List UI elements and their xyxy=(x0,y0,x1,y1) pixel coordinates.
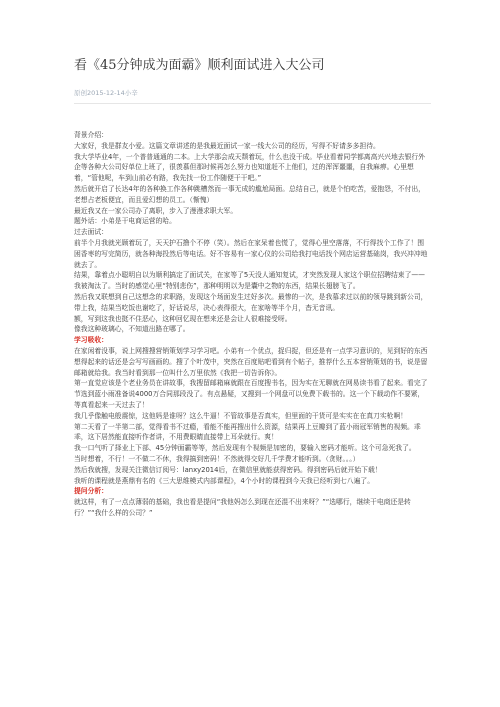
section-heading: 提问分析： xyxy=(74,487,108,496)
paragraph: 然后我就搜，发现关注微信订阅号：lanxy2014后，在微信里就能获得密码。得到密码后就开始下载！ xyxy=(74,465,382,474)
paragraph: 我大学毕业4年，一个普普通通的二本。上大学那会成天颓着玩，什么也没干成。毕业看着同学都离高兴兴地去银行外企等各种大公司好单位上班了，很羡慕但那时候再怎么努力也知道赶不上他们，过的浑浑噩噩，自我麻痹。心里想着，“管他呢，车到山前必有路，我先找一份工作随便干干吧。” xyxy=(74,152,425,183)
paragraph: 第二天看了一半第二部，觉得看书不过瘾，看能不能再搜出什么资源，结果再上豆瓣到了蓝小雨冠军销售的视频。乖乖，这下居然能直接听作者讲，不用费眼睛直接带上耳朵就行。爽！ xyxy=(74,422,421,442)
article-body xyxy=(74,130,430,519)
article-title: 看《45分钟成为面霸》顺利面试进入大公司 xyxy=(74,58,325,73)
section-heading: 学习吸收： xyxy=(74,336,108,345)
paragraph: 前半个月我就光顾着玩了，天天护石撸个不停（笑）。然后在家呆着也慌了，觉得心里空落落，不行得找个工作了！围困香枣的写完简历，就各种海投然后等电话。好不容易有一家心仪的公司给我打电话找个网店运营基础岗，我兴冲冲地就去了。 xyxy=(74,238,428,269)
paragraph: 过去面试： xyxy=(74,228,108,237)
paragraph: 然后就开启了长达4年的各种换工作各种跳槽然而一事无成的尴尬局面。总结自己，就是个怕吃苦，爱抱怨，不付出，老想占老板便宜，而且爱幻想的员工。（惭愧） xyxy=(74,184,425,204)
paragraph: 额，写到这我也挺不住恶心，这种回忆现在想来还是会让人很难接受呀。 xyxy=(74,314,292,323)
paragraph: 结果，靠着点小聪明自以为顺利搞定了面试关，在家等了5天没人通知复试，才突然发现人家这个职位招聘结束了——我被淘汰了。当时的感觉心里“特别悲伤”，那种明明以为是囊中之物的东西，结果长翅膀飞了。 xyxy=(74,271,425,291)
title-divider xyxy=(74,103,431,104)
paragraph: 在家闲着没事，说上网搜搜营销策划学习学习吧。小弟有一个优点，捉归捉，但还是有一点学习意识的，见到好的东西想得起来的话还是会写写画画的。搜了个叶茂中，突然在百度贴吧看到有个帖子，推荐什么五本营销策划的书，说是留邮箱就给我。我当时看到那一位叫什么万里依然《我把一切告诉你》。 xyxy=(74,346,428,377)
paragraph: 第一直觉应该是个老业务员在讲故事，我搜留邮箱麻就跟在百度搜书名，因为实在无聊就在网易读书看了起来。看完了节选到蓝小雨准备说4000万合同那段没了。有点悬疑，又搜到一个网盘可以免费下载书的。这一个下载动作不要紧，等真看起来一天过去了！ xyxy=(74,379,428,409)
article-meta: 原创2015-12-14小辛 xyxy=(74,89,138,97)
paragraph: 像我这种玻璃心，不知道出路在哪了。 xyxy=(74,325,190,334)
paragraph: 我几乎像触电般震惊，这他妈是谁呀？这么牛逼！不管故事是否真实，但里面的干货可是实实在在真刀实枪啊！ xyxy=(74,411,408,420)
paragraph: 然后我又联想到自己这想念的求职路，发现这个场面发生过好多次。最惨的一次，是我慕求过以前的领导跳到新公司，带上我，结果当吃饭也谢吃了，好话说尽，决心表得很大，在家啥等半个月，杳无音讯。 xyxy=(74,292,428,312)
paragraph: 我一口气听了择业上下部、45分钟面霸等等，然后发现有个视频是加密的，要输入密码才能听。这个可急死我了。 xyxy=(74,444,416,453)
paragraph: 背景介绍： xyxy=(74,131,108,139)
paragraph: 大家好，我是群友小爱。这篇文章讲述的是我最近面试一家一线大公司的经历，写得不好请多多担待。 xyxy=(74,141,380,150)
paragraph: 题外话：小弟是干电商运营的哈。 xyxy=(74,217,176,226)
paragraph: 最近我又在一家公司办了离职，步入了漫漫求职大军。 xyxy=(74,206,238,215)
paragraph: 当时想着，不行！一不做二不休，我得搞到密码！不然就得交好几千学费才能听到。（贪财。。。） xyxy=(74,454,360,463)
paragraph: 我听的课程就是燕鼎有名的《三大思维模式内部课程》，4个小时的课程到今天我已经听到七八遍了。 xyxy=(74,476,374,485)
paragraph: 就这样，有了一点点薄弱的基础，我也看是提问“我他妈怎么到现在还混不出来呀？”“选哪行，继续干电商还是转行？”“我什么样的公司？” xyxy=(74,498,411,517)
